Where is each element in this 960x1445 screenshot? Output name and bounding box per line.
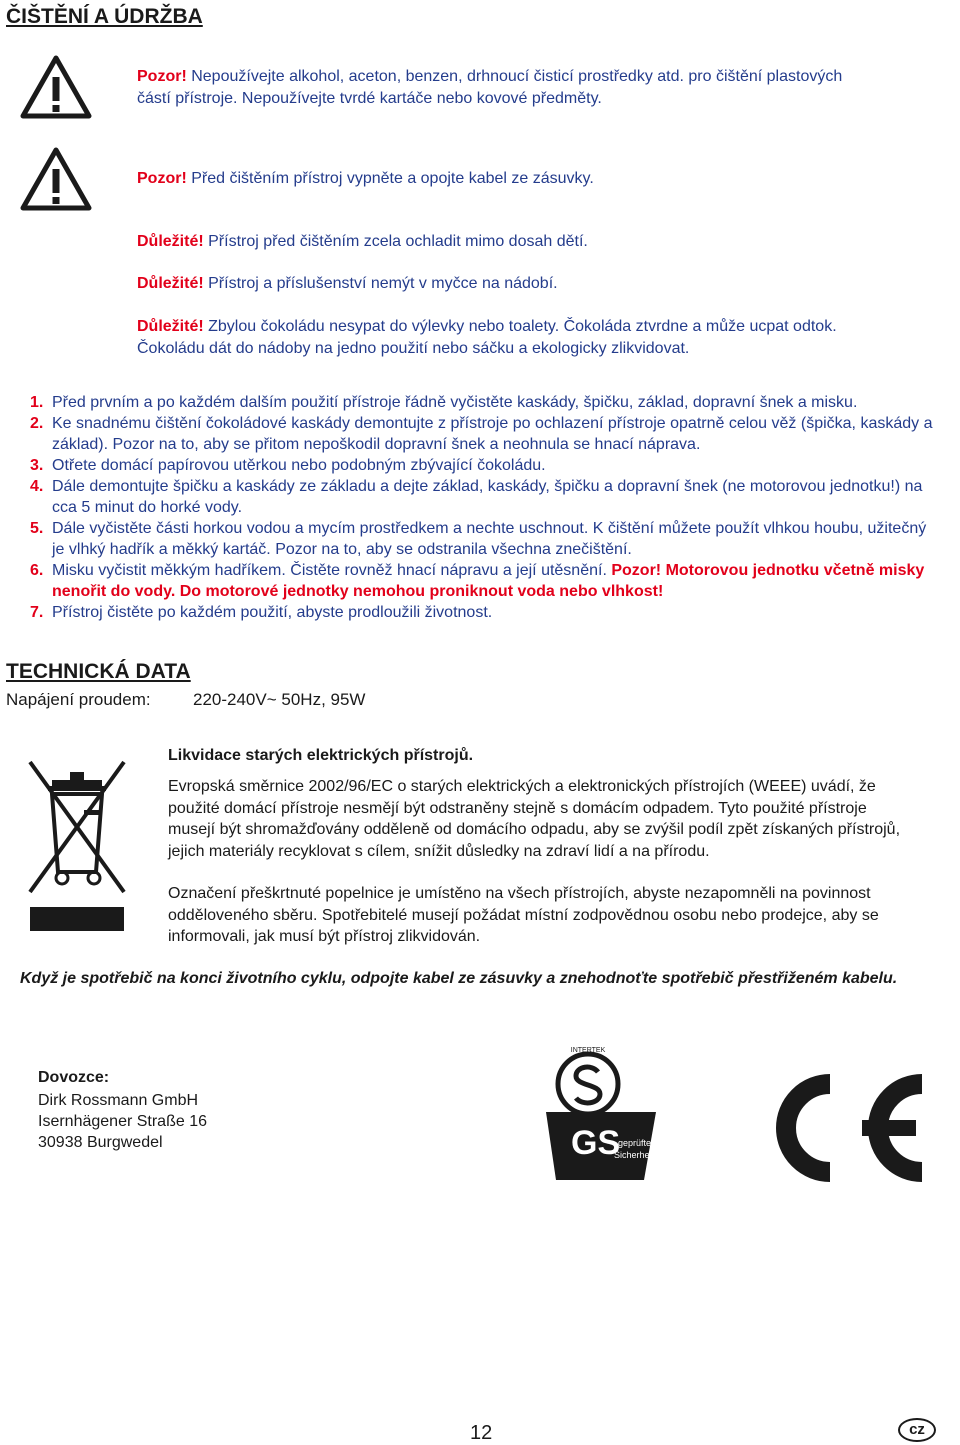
warning-icon [20, 147, 92, 211]
list-item: 1. Před prvním a po každém dalším použití přístroje řádně vyčistěte kaskády, špičku, základ, dopravní šnek a misku. [30, 394, 858, 411]
tech-heading: TECHNICKÁ DATA [6, 660, 191, 683]
language-badge: cz [898, 1418, 936, 1442]
page-number: 12 [470, 1422, 493, 1444]
importer-address: Dirk Rossmann GmbH Isernhägener Straße 16 30938 Burgwedel [38, 1092, 207, 1151]
important-note: Důležité! Přístroj a příslušenství nemýt v myčce na nádobí. [137, 275, 558, 292]
warning-text: Pozor! Nepoužívejte alkohol, aceton, benzen, drhnoucí čisticí prostředky atd. pro čištění plastových částí přístroje. Nepoužívejte tvrdé kartáče nebo kovové předměty. [137, 68, 843, 107]
disposal-heading: Likvidace starých elektrických přístrojů. [168, 747, 474, 764]
tech-label: Napájení proudem: [6, 690, 151, 709]
ce-logo [752, 1070, 932, 1186]
list-item: 7. Přístroj čistěte po každém použití, abyste prodloužili životnost. [30, 604, 493, 621]
list-item: 5. Dále vyčistěte části horkou vodou a mycím prostředkem a nechte uschnout. K čištění můžete použít vlhkou houbu, užitečný je vlhký hadřík a měkký kartáč. Pozor na to, aby se odstranila všechna znečištění. [30, 520, 927, 558]
svg-text:Sicherheit: Sicherheit [614, 1150, 655, 1160]
svg-text:geprüfte: geprüfte [618, 1138, 652, 1148]
gs-logo [526, 1034, 666, 1184]
crossed-bin-icon [22, 752, 132, 936]
svg-text:INTERTEK: INTERTEK [570, 1047, 606, 1054]
cleaning-steps [6, 392, 936, 623]
warning-icon [20, 55, 92, 119]
importer-heading: Dovozce: [38, 1069, 110, 1086]
list-item: 2. Ke snadnému čištění čokoládové kaskády demontujte z přístroje po ochlazení přístroje opatrně celou věž (špička, kaskády a základ). Pozor na to, aby se přitom nepoškodil dopravní šnek a neohnula se hnací náprava. [30, 415, 933, 453]
tech-value: 220-240V~ 50Hz, 95W [193, 690, 366, 709]
page-title: ČIŠTĚNÍ A ÚDRŽBA [6, 5, 203, 28]
list-item: 6. Misku vyčistit měkkým hadříkem. Čistěte rovněž hnací nápravu a její utěsnění. Pozor! Motorovou jednotku včetně misky nenořit do vody. Do motorové jednotky nemohou proniknout voda nebo vlhkost! [30, 562, 925, 600]
svg-text:GS: GS [571, 1124, 621, 1162]
end-of-life-note: Když je spotřebič na konci životního cyklu, odpojte kabel ze zásuvky a znehodnoťte spotřebič přestřiženém kabelu. [20, 970, 898, 987]
important-note: Důležité! Přístroj před čištěním zcela ochladit mimo dosah dětí. [137, 233, 588, 250]
warning-text: Pozor! Před čištěním přístroj vypněte a opojte kabel ze zásuvky. [137, 170, 594, 187]
list-item: 3. Otřete domácí papírovou utěrkou nebo podobným zbývající čokoládu. [30, 457, 546, 474]
disposal-paragraph: Evropská směrnice 2002/96/EC o starých elektrických a elektronických přístrojích (WEEE) uvádí, že použité domácí přístroje nesmějí být odstraněny stejně s domácím odpadem. Tyto použité přístroje musejí být shromažďovány odděleně od domácího odpadu, aby se zvýšil podíl zpět získaných přístrojů, jejich materiály recyklovat s cílem, snížit důsledky na zdraví lidí a na přírodu. [168, 778, 901, 860]
list-item: 4. Dále demontujte špičku a kaskády ze základu a dejte základ, kaskády, špičku a dopravní šnek (ne motorovou jednotku!) na cca 5 minut do horké vody. [30, 478, 923, 516]
important-note: Důležité! Zbylou čokoládu nesypat do výlevky nebo toalety. Čokoláda ztvrdne a může ucpat odtok. Čokoládu dát do nádoby na jedno použití nebo sáčku a ekologicky zlikvidovat. [137, 318, 837, 357]
disposal-paragraph: Označení přeškrtnuté popelnice je umístěno na všech přístrojích, abyste nezapomněli na povinnost odděloveného sběru. Spotřebitelé musejí požádat místní zodpovědnou osobu nebo prodejce, aby se informovali, jak musí být přístroj zlikvidován. [168, 885, 879, 945]
